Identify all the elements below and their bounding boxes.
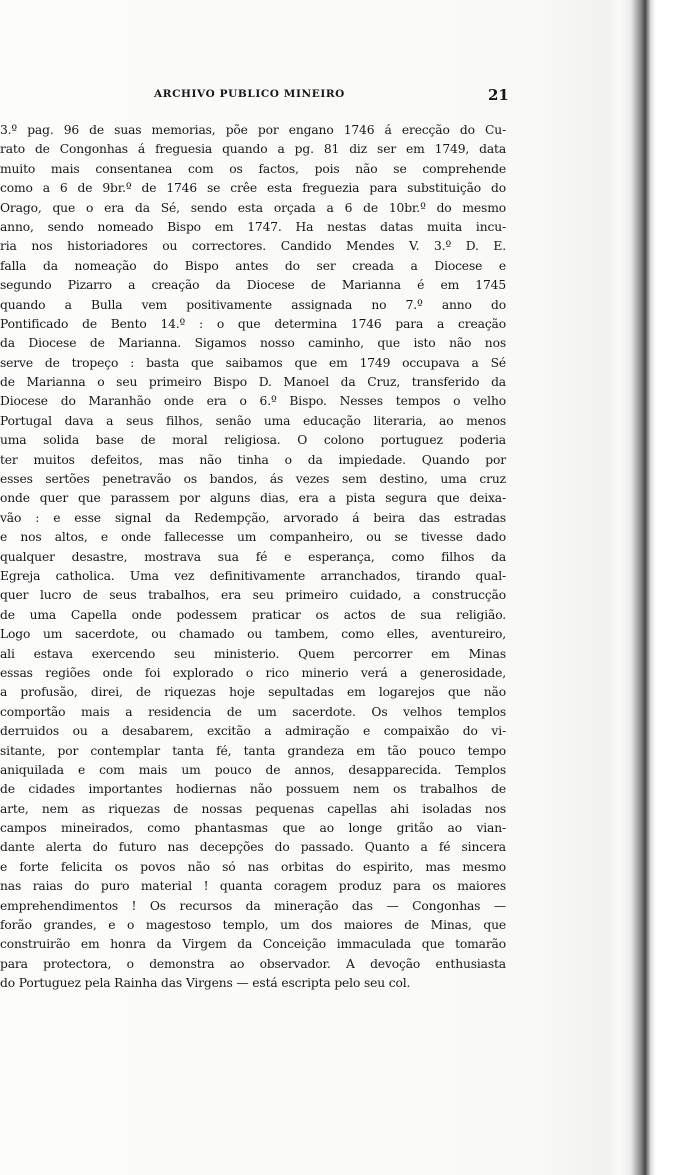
text-line: nas raias do puro material ! quanta coragem produz para os maiores — [0, 879, 506, 894]
text-line: sitante, por contemplar tanta fé, tanta grandeza em tão pouco tempo — [0, 743, 506, 758]
text-line: muito mais consentanea com os factos, pois não se comprehende — [0, 161, 506, 176]
text-line: anno, sendo nomeado Bispo em 1747. Ha nestas datas muita incu- — [0, 219, 506, 234]
text-line: quer lucro de seus trabalhos, era seu primeiro cuidado, a construcção — [0, 588, 506, 603]
text-line: Diocese do Maranhão onde era o 6.º Bispo. Nesses tempos o velho — [0, 394, 506, 409]
text-line: para protectora, o demonstra ao observador. A devoção enthusiasta — [0, 956, 506, 971]
text-line: e forte felicita os povos não só nas orbitas do espirito, mas mesmo — [0, 859, 506, 874]
text-line: de cidades importantes hodiernas não possuem nem os trabalhos de — [0, 782, 506, 797]
text-line: campos mineirados, como phantasmas que ao longe gritão ao vian- — [0, 821, 506, 836]
text-line: forão grandes, e o magestoso templo, um dos maiores de Minas, que — [0, 918, 506, 933]
text-line: quando a Bulla vem positivamente assignada no 7.º anno do — [0, 297, 506, 312]
text-line: da Diocese de Marianna. Sigamos nosso caminho, que isto não nos — [0, 336, 506, 351]
book-gutter-shadow — [620, 0, 656, 1175]
text-line: construirão em honra da Virgem da Conceição immaculada que tomarão — [0, 937, 506, 952]
text-line: Portugal dava a seus filhos, senão uma educação literaria, ao menos — [0, 413, 506, 428]
text-line: qualquer desastre, mostrava sua fé e esperança, como filhos da — [0, 549, 506, 564]
text-line: de uma Capella onde podessem praticar os actos de sua religião. — [0, 607, 506, 622]
text-line: aniquilada e com mais um pouco de annos, desapparecida. Templos — [0, 762, 506, 777]
text-line: como a 6 de 9br.º de 1746 se crêe esta freguezia para substituição do — [0, 181, 506, 196]
text-line: comportão mais a residencia de um sacerdote. Os velhos templos — [0, 704, 506, 719]
text-line: essas regiões onde foi explorado o rico minerio verá a generosidade, — [0, 665, 506, 680]
page-edge-margin — [656, 0, 674, 1175]
text-line: Logo um sacerdote, ou chamado ou tambem, como elles, aventureiro, — [0, 627, 506, 642]
text-line: de Marianna o seu primeiro Bispo D. Manoel da Cruz, transferido da — [0, 375, 506, 390]
text-line: 3.º pag. 96 de suas memorias, põe por engano 1746 á erecção do Cu- — [0, 123, 506, 137]
text-line: Pontificado de Bento 14.º : o que determina 1746 para a creação — [0, 316, 506, 331]
running-header — [0, 86, 520, 106]
text-line: do Portuguez pela Rainha das Virgens — está escripta pelo seu col. — [0, 976, 411, 991]
text-line: emprehendimentos ! Os recursos da mineração das — Congonhas — — [0, 898, 506, 913]
text-line: arte, nem as riquezas de nossas pequenas capellas ahi isoladas nos — [0, 801, 506, 816]
text-line: rato de Congonhas á freguesia quando a pg. 81 diz ser em 1749, data — [0, 142, 506, 157]
text-line: ali estava exercendo seu ministerio. Quem percorrer em Minas — [0, 646, 506, 661]
text-line: ria nos historiadores ou correctores. Candido Mendes V. 3.º D. E. — [0, 239, 506, 254]
body-text — [0, 121, 506, 994]
text-line: serve de tropeço : basta que saibamos que em 1749 occupava a Sé — [0, 355, 506, 370]
text-line: uma solida base de moral religiosa. O colono portuguez poderia — [0, 433, 506, 448]
text-line: segundo Pizarro a creação da Diocese de Marianna é em 1745 — [0, 278, 506, 293]
text-line: vão : e esse signal da Redempção, arvorado á beira das estradas — [0, 510, 506, 525]
text-line: esses sertões penetravão os bandos, ás vezes sem destino, uma cruz — [0, 472, 506, 487]
text-line: derruidos ou a desabarem, excitão a admiração e compaixão do vi- — [0, 724, 506, 739]
page-number: 21 — [488, 86, 509, 104]
text-line: ter muitos defeitos, mas não tinha o da impiedade. Quando por — [0, 452, 506, 467]
text-line: a profusão, direi, de riquezas hoje sepultadas em logarejos que não — [0, 685, 506, 700]
text-line: e nos altos, e onde fallecesse um companheiro, ou se tivesse dado — [0, 530, 506, 545]
running-title: ARCHIVO PUBLICO MINEIRO — [154, 88, 345, 100]
text-line: dante alerta do futuro nas decepções do passado. Quanto a fé sincera — [0, 840, 506, 855]
text-line: onde quer que parassem por alguns dias, era a pista segura que deixa- — [0, 491, 506, 506]
text-line: Egreja catholica. Uma vez definitivamente arranchados, tirando qual- — [0, 568, 506, 583]
text-line: Orago, que o era da Sé, sendo esta orçada a 6 de 10br.º do mesmo — [0, 200, 506, 215]
text-line: falla da nomeação do Bispo antes do ser creada a Diocese e — [0, 258, 506, 273]
